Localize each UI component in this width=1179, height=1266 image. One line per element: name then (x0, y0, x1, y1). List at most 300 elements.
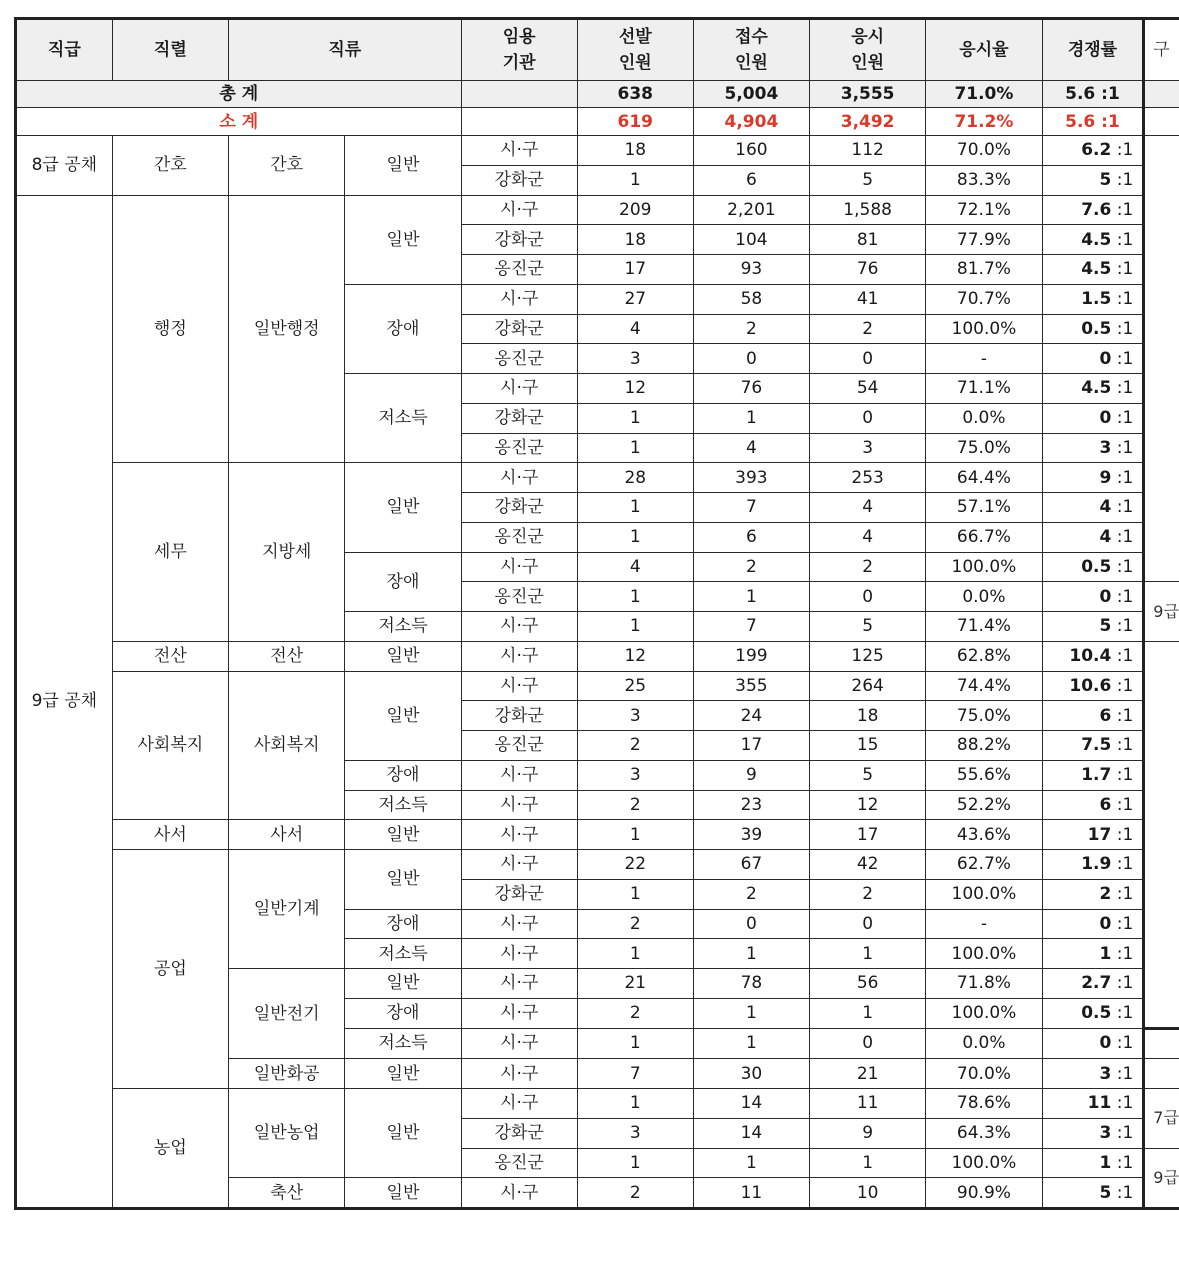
attended-cell: 2 (810, 314, 926, 344)
ratio-cell (1042, 522, 1144, 552)
header-competition: 경쟁률 (1042, 19, 1144, 81)
type-cell: 장애 (345, 760, 461, 790)
selected-cell: 4 (577, 314, 693, 344)
agency-cell: 시·구 (461, 850, 577, 880)
ratio-suffix: :1 (1116, 1182, 1134, 1203)
ratio-cell (1042, 225, 1144, 255)
ratio-suffix: :1 (1116, 1123, 1134, 1144)
ratio-cell (1042, 1118, 1144, 1148)
series-cell: 행정 (112, 195, 228, 463)
table-row (16, 1089, 1179, 1119)
selected-cell: 1 (577, 1089, 693, 1119)
rate-cell: 71.4% (926, 612, 1042, 642)
agency-cell: 시·구 (461, 820, 577, 850)
header-applied: 접수 인원 (693, 19, 809, 81)
ratio-suffix: :1 (1116, 854, 1134, 875)
selected-cell: 3 (577, 1118, 693, 1148)
type-cell: 일반 (345, 1178, 461, 1209)
rate-cell: 57.1% (926, 493, 1042, 523)
category-cell: 간호 (229, 136, 345, 196)
subtotal-applied: 4,904 (693, 108, 809, 136)
selected-cell: 1 (577, 522, 693, 552)
ratio-cell (1042, 344, 1144, 374)
attended-cell: 2 (810, 879, 926, 909)
total-label: 총 계 (16, 81, 462, 108)
type-cell: 일반 (345, 463, 461, 552)
selected-cell: 4 (577, 552, 693, 582)
agency-cell: 시·구 (461, 939, 577, 969)
ratio-cell (1042, 374, 1144, 404)
ratio-value: 3 (1099, 1063, 1112, 1084)
ratio-value: 6 (1099, 705, 1112, 726)
side-cut-header: 구 (1144, 19, 1179, 81)
ratio-suffix: :1 (1116, 259, 1134, 280)
table-row (16, 641, 1179, 671)
type-cell: 일반 (345, 671, 461, 760)
rate-cell: 100.0% (926, 939, 1042, 969)
attended-cell: 41 (810, 284, 926, 314)
agency-cell: 옹진군 (461, 433, 577, 463)
ratio-value: 2 (1099, 884, 1112, 905)
agency-cell: 시·구 (461, 463, 577, 493)
exam-results-table (14, 17, 1179, 1210)
attended-cell: 9 (810, 1118, 926, 1148)
header-category: 직류 (229, 19, 462, 81)
type-cell: 일반 (345, 136, 461, 196)
applied-cell: 30 (693, 1059, 809, 1089)
type-cell: 장애 (345, 284, 461, 373)
series-cell: 농업 (112, 1089, 228, 1209)
ratio-suffix: :1 (1116, 140, 1134, 161)
agency-cell: 시·구 (461, 641, 577, 671)
agency-cell: 시·구 (461, 552, 577, 582)
ratio-suffix: :1 (1116, 170, 1134, 191)
ratio-value: 4 (1099, 497, 1112, 518)
category-cell: 일반기계 (229, 850, 345, 969)
ratio-suffix: :1 (1116, 1063, 1134, 1084)
applied-cell: 4 (693, 433, 809, 463)
applied-cell: 14 (693, 1118, 809, 1148)
attended-cell: 264 (810, 671, 926, 701)
table-row (16, 850, 1179, 880)
ratio-cell (1042, 612, 1144, 642)
attended-cell: 5 (810, 612, 926, 642)
ratio-suffix: :1 (1116, 348, 1134, 369)
side-label-7: 7급 (1144, 1089, 1179, 1149)
agency-cell: 강화군 (461, 225, 577, 255)
ratio-value: 0 (1099, 913, 1112, 934)
ratio-value: 1.9 (1081, 854, 1112, 875)
ratio-value: 10.4 (1069, 646, 1112, 667)
agency-cell: 시·구 (461, 760, 577, 790)
ratio-cell (1042, 493, 1144, 523)
ratio-value: 3 (1099, 1123, 1112, 1144)
selected-cell: 1 (577, 493, 693, 523)
selected-cell: 3 (577, 760, 693, 790)
series-cell: 사서 (112, 820, 228, 850)
selected-cell: 1 (577, 403, 693, 433)
rate-cell: 74.4% (926, 671, 1042, 701)
ratio-value: 5 (1099, 1182, 1112, 1203)
category-cell: 지방세 (229, 463, 345, 642)
rate-cell: 81.7% (926, 255, 1042, 285)
applied-cell: 393 (693, 463, 809, 493)
agency-cell: 시·구 (461, 612, 577, 642)
applied-cell: 17 (693, 731, 809, 761)
attended-cell: 17 (810, 820, 926, 850)
category-cell: 일반행정 (229, 195, 345, 463)
ratio-suffix: :1 (1116, 765, 1134, 786)
applied-cell: 2,201 (693, 195, 809, 225)
ratio-cell (1042, 850, 1144, 880)
type-cell: 일반 (345, 820, 461, 850)
attended-cell: 42 (810, 850, 926, 880)
header-row (16, 19, 1179, 81)
agency-cell: 옹진군 (461, 344, 577, 374)
selected-cell: 12 (577, 374, 693, 404)
rate-cell: 55.6% (926, 760, 1042, 790)
applied-cell: 9 (693, 760, 809, 790)
selected-cell: 1 (577, 582, 693, 612)
applied-cell: 355 (693, 671, 809, 701)
agency-cell: 강화군 (461, 879, 577, 909)
agency-cell: 강화군 (461, 314, 577, 344)
ratio-cell (1042, 1089, 1144, 1119)
attended-cell: 11 (810, 1089, 926, 1119)
type-cell: 저소득 (345, 939, 461, 969)
total-ratio: 5.6 :1 (1042, 81, 1144, 108)
ratio-value: 0.5 (1081, 556, 1112, 577)
attended-cell: 0 (810, 403, 926, 433)
rate-cell: 100.0% (926, 879, 1042, 909)
table-row (16, 820, 1179, 850)
ratio-cell (1042, 790, 1144, 820)
attended-cell: 0 (810, 909, 926, 939)
recruitment-stats-sheet (14, 17, 1179, 1210)
rate-cell: 78.6% (926, 1089, 1042, 1119)
ratio-cell (1042, 314, 1144, 344)
applied-cell: 76 (693, 374, 809, 404)
category-cell: 전산 (229, 641, 345, 671)
ratio-value: 0 (1099, 348, 1112, 369)
ratio-cell (1042, 820, 1144, 850)
category-cell: 일반농업 (229, 1089, 345, 1178)
agency-cell: 시·구 (461, 969, 577, 999)
applied-cell: 199 (693, 641, 809, 671)
ratio-cell (1042, 879, 1144, 909)
agency-cell: 강화군 (461, 1118, 577, 1148)
side-blank-mid (1144, 641, 1179, 1028)
ratio-value: 7.5 (1081, 735, 1112, 756)
ratio-value: 1.5 (1081, 289, 1112, 310)
selected-cell: 28 (577, 463, 693, 493)
applied-cell: 1 (693, 1148, 809, 1178)
selected-cell: 17 (577, 255, 693, 285)
applied-cell: 14 (693, 1089, 809, 1119)
series-cell: 사회복지 (112, 671, 228, 820)
ratio-value: 1 (1099, 1152, 1112, 1173)
attended-cell: 0 (810, 1028, 926, 1059)
applied-cell: 6 (693, 165, 809, 195)
attended-cell: 0 (810, 582, 926, 612)
attended-cell: 4 (810, 522, 926, 552)
rate-cell: - (926, 344, 1042, 374)
applied-cell: 1 (693, 939, 809, 969)
ratio-cell (1042, 998, 1144, 1028)
attended-cell: 253 (810, 463, 926, 493)
applied-cell: 7 (693, 493, 809, 523)
selected-cell: 1 (577, 433, 693, 463)
ratio-value: 1 (1099, 943, 1112, 964)
rate-cell: 75.0% (926, 701, 1042, 731)
rate-cell: 70.0% (926, 136, 1042, 166)
selected-cell: 27 (577, 284, 693, 314)
ratio-suffix: :1 (1116, 705, 1134, 726)
ratio-suffix: :1 (1116, 437, 1134, 458)
ratio-value: 11 (1087, 1093, 1112, 1114)
attended-cell: 1 (810, 998, 926, 1028)
total-rate: 71.0% (926, 81, 1042, 108)
ratio-value: 5 (1099, 170, 1112, 191)
agency-cell: 시·구 (461, 1178, 577, 1209)
ratio-suffix: :1 (1116, 467, 1134, 488)
grade-cell: 8급 공채 (16, 136, 113, 196)
rate-cell: 72.1% (926, 195, 1042, 225)
agency-cell: 시·구 (461, 671, 577, 701)
ratio-cell (1042, 701, 1144, 731)
side-blank-upper (1144, 136, 1179, 582)
ratio-value: 0 (1099, 586, 1112, 607)
ratio-value: 6 (1099, 794, 1112, 815)
attended-cell: 4 (810, 493, 926, 523)
ratio-cell (1042, 1059, 1144, 1089)
applied-cell: 1 (693, 1028, 809, 1059)
attended-cell: 21 (810, 1059, 926, 1089)
rate-cell: - (926, 909, 1042, 939)
ratio-cell (1042, 136, 1144, 166)
rate-cell: 100.0% (926, 552, 1042, 582)
rate-cell: 71.8% (926, 969, 1042, 999)
ratio-value: 5 (1099, 616, 1112, 637)
ratio-cell (1042, 1028, 1144, 1059)
agency-cell: 시·구 (461, 136, 577, 166)
subtotal-label: 소 계 (16, 108, 462, 136)
agency-cell: 강화군 (461, 165, 577, 195)
ratio-cell (1042, 641, 1144, 671)
ratio-cell (1042, 582, 1144, 612)
ratio-value: 17 (1087, 824, 1112, 845)
selected-cell: 2 (577, 731, 693, 761)
agency-cell: 시·구 (461, 195, 577, 225)
attended-cell: 81 (810, 225, 926, 255)
ratio-cell (1042, 671, 1144, 701)
attended-cell: 12 (810, 790, 926, 820)
selected-cell: 2 (577, 909, 693, 939)
agency-cell: 옹진군 (461, 1148, 577, 1178)
total-attended: 3,555 (810, 81, 926, 108)
selected-cell: 2 (577, 998, 693, 1028)
attended-cell: 112 (810, 136, 926, 166)
agency-cell: 시·구 (461, 1089, 577, 1119)
ratio-cell (1042, 1148, 1144, 1178)
ratio-cell (1042, 760, 1144, 790)
header-attend-rate: 응시율 (926, 19, 1042, 81)
side-blank (1144, 81, 1179, 108)
series-cell: 간호 (112, 136, 228, 196)
selected-cell: 1 (577, 165, 693, 195)
rate-cell: 64.3% (926, 1118, 1042, 1148)
type-cell: 저소득 (345, 612, 461, 642)
ratio-value: 6.2 (1081, 140, 1112, 161)
attended-cell: 3 (810, 433, 926, 463)
ratio-suffix: :1 (1116, 586, 1134, 607)
selected-cell: 3 (577, 701, 693, 731)
ratio-value: 10.6 (1069, 675, 1112, 696)
attended-cell: 54 (810, 374, 926, 404)
type-cell: 일반 (345, 641, 461, 671)
selected-cell: 1 (577, 612, 693, 642)
ratio-cell (1042, 969, 1144, 999)
agency-cell: 옹진군 (461, 582, 577, 612)
ratio-value: 4.5 (1081, 259, 1112, 280)
series-cell: 공업 (112, 850, 228, 1089)
ratio-cell (1042, 939, 1144, 969)
side-divider-b (1144, 1059, 1179, 1089)
rate-cell: 71.1% (926, 374, 1042, 404)
ratio-suffix: :1 (1116, 735, 1134, 756)
total-selected: 638 (577, 81, 693, 108)
ratio-suffix: :1 (1116, 289, 1134, 310)
category-cell: 축산 (229, 1178, 345, 1209)
applied-cell: 2 (693, 314, 809, 344)
attended-cell: 2 (810, 552, 926, 582)
agency-cell: 시·구 (461, 909, 577, 939)
header-selected: 선발 인원 (577, 19, 693, 81)
ratio-suffix: :1 (1116, 1033, 1134, 1054)
ratio-suffix: :1 (1116, 1003, 1134, 1024)
rate-cell: 43.6% (926, 820, 1042, 850)
rate-cell: 75.0% (926, 433, 1042, 463)
type-cell: 일반 (345, 850, 461, 910)
rate-cell: 100.0% (926, 998, 1042, 1028)
attended-cell: 76 (810, 255, 926, 285)
attended-cell: 56 (810, 969, 926, 999)
ratio-suffix: :1 (1116, 824, 1134, 845)
ratio-cell (1042, 731, 1144, 761)
category-cell: 사서 (229, 820, 345, 850)
table-row (16, 195, 1179, 225)
ratio-cell (1042, 463, 1144, 493)
selected-cell: 209 (577, 195, 693, 225)
ratio-cell (1042, 552, 1144, 582)
selected-cell: 1 (577, 1028, 693, 1059)
selected-cell: 2 (577, 1178, 693, 1209)
attended-cell: 0 (810, 344, 926, 374)
attended-cell: 125 (810, 641, 926, 671)
selected-cell: 22 (577, 850, 693, 880)
rate-cell: 90.9% (926, 1178, 1042, 1209)
ratio-cell (1042, 1178, 1144, 1209)
header-series: 직렬 (112, 19, 228, 81)
series-cell: 전산 (112, 641, 228, 671)
agency-cell: 시·구 (461, 998, 577, 1028)
ratio-suffix: :1 (1116, 884, 1134, 905)
ratio-suffix: :1 (1116, 378, 1134, 399)
ratio-suffix: :1 (1116, 199, 1134, 220)
subtotal-agency (461, 108, 577, 136)
ratio-suffix: :1 (1116, 408, 1134, 429)
type-cell: 일반 (345, 195, 461, 284)
ratio-suffix: :1 (1116, 973, 1134, 994)
ratio-value: 0.5 (1081, 318, 1112, 339)
applied-cell: 7 (693, 612, 809, 642)
applied-cell: 39 (693, 820, 809, 850)
ratio-value: 0 (1099, 408, 1112, 429)
side-divider-a (1144, 1028, 1179, 1059)
applied-cell: 1 (693, 998, 809, 1028)
applied-cell: 11 (693, 1178, 809, 1209)
agency-cell: 시·구 (461, 374, 577, 404)
ratio-suffix: :1 (1116, 318, 1134, 339)
agency-cell: 옹진군 (461, 731, 577, 761)
selected-cell: 1 (577, 1148, 693, 1178)
agency-cell: 시·구 (461, 790, 577, 820)
ratio-suffix: :1 (1116, 794, 1134, 815)
ratio-value: 1.7 (1081, 765, 1112, 786)
rate-cell: 0.0% (926, 1028, 1042, 1059)
ratio-cell (1042, 403, 1144, 433)
applied-cell: 6 (693, 522, 809, 552)
rate-cell: 100.0% (926, 314, 1042, 344)
type-cell: 장애 (345, 552, 461, 612)
ratio-suffix: :1 (1116, 943, 1134, 964)
applied-cell: 2 (693, 552, 809, 582)
type-cell: 저소득 (345, 1028, 461, 1059)
total-applied: 5,004 (693, 81, 809, 108)
selected-cell: 18 (577, 136, 693, 166)
type-cell: 일반 (345, 1089, 461, 1178)
selected-cell: 3 (577, 344, 693, 374)
applied-cell: 0 (693, 344, 809, 374)
rate-cell: 100.0% (926, 1148, 1042, 1178)
ratio-value: 2.7 (1081, 973, 1112, 994)
ratio-cell (1042, 165, 1144, 195)
agency-cell: 옹진군 (461, 522, 577, 552)
ratio-value: 3 (1099, 437, 1112, 458)
rate-cell: 83.3% (926, 165, 1042, 195)
ratio-cell (1042, 255, 1144, 285)
applied-cell: 23 (693, 790, 809, 820)
applied-cell: 67 (693, 850, 809, 880)
ratio-cell (1042, 909, 1144, 939)
attended-cell: 1,588 (810, 195, 926, 225)
attended-cell: 5 (810, 165, 926, 195)
rate-cell: 70.0% (926, 1059, 1042, 1089)
applied-cell: 2 (693, 879, 809, 909)
ratio-suffix: :1 (1116, 913, 1134, 934)
selected-cell: 7 (577, 1059, 693, 1089)
ratio-suffix: :1 (1116, 646, 1134, 667)
selected-cell: 1 (577, 820, 693, 850)
ratio-suffix: :1 (1116, 497, 1134, 518)
total-row (16, 81, 1179, 108)
applied-cell: 93 (693, 255, 809, 285)
selected-cell: 25 (577, 671, 693, 701)
subtotal-selected: 619 (577, 108, 693, 136)
attended-cell: 1 (810, 939, 926, 969)
header-attended: 응시 인원 (810, 19, 926, 81)
header-grade: 직급 (16, 19, 113, 81)
